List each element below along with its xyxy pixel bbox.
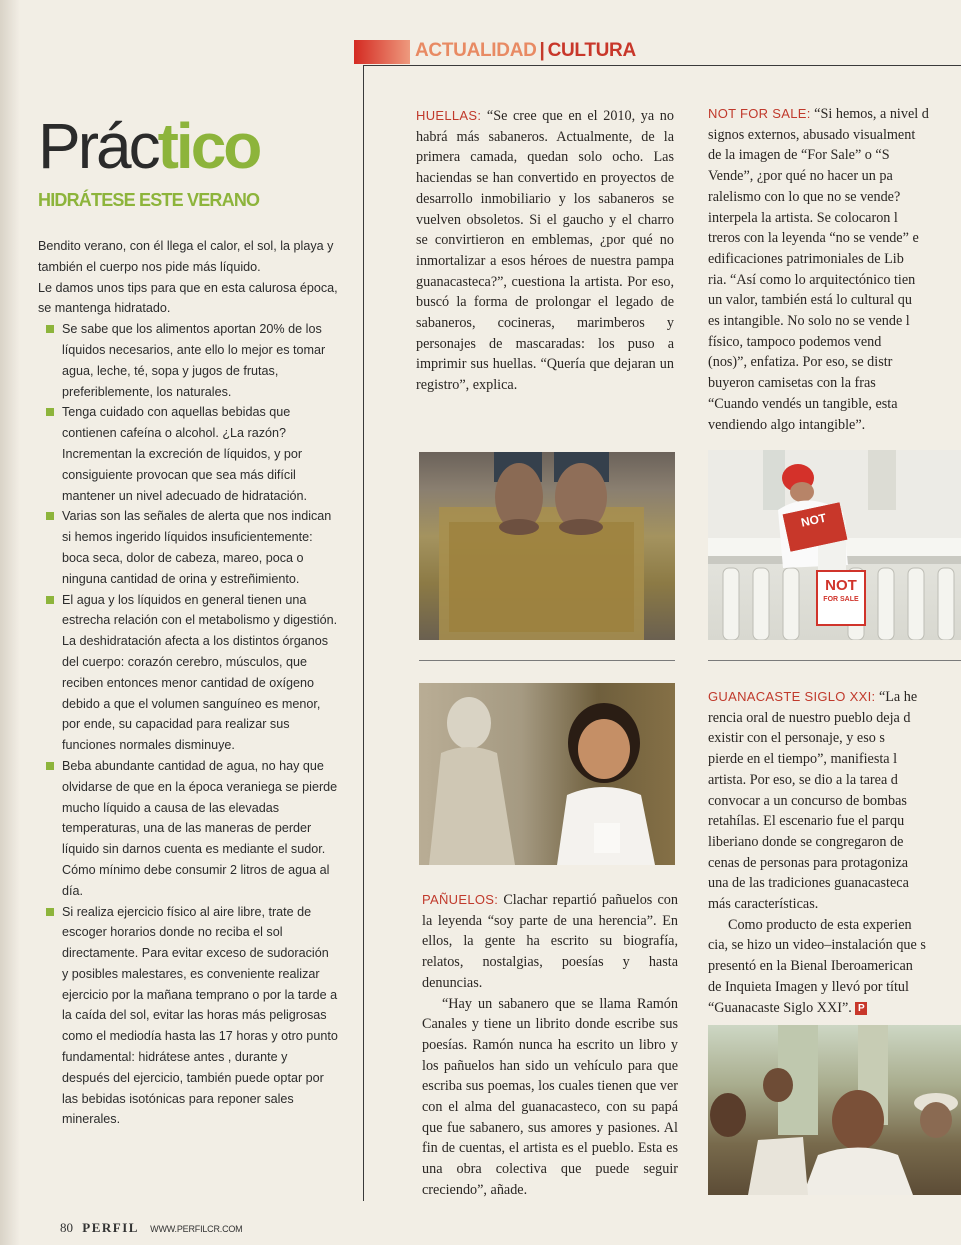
guanacaste-line: pierde en el tiempo”, manifiesta l	[708, 751, 898, 768]
bullet-square-icon	[46, 408, 54, 416]
page-number: 80	[60, 1220, 73, 1235]
section-label: ACTUALIDAD	[415, 40, 537, 61]
crowd-illustration	[708, 1025, 961, 1195]
practico-body	[38, 236, 338, 1130]
title-part-1: Prác	[38, 110, 158, 182]
header-rule	[363, 65, 961, 66]
tip-item	[38, 590, 338, 756]
not-for-sale-sign	[816, 570, 866, 626]
section-separator: |	[539, 40, 545, 61]
notforsale-line: Vende”, ¿por qué no hacer un pa	[708, 168, 893, 185]
guanacaste-line: Como producto de esta experien	[728, 916, 912, 933]
guanacaste-line: “La he	[875, 689, 918, 705]
end-mark-icon: P	[855, 1002, 867, 1015]
not-for-sale-photo	[708, 450, 961, 640]
notforsale-line: signos externos, abusado visualment	[708, 126, 916, 143]
bullet-square-icon	[46, 908, 54, 916]
notforsale-line: es intangible. No solo no se vende l	[708, 313, 910, 330]
feet-illustration	[419, 452, 675, 640]
panuelos-lead: PAÑUELOS:	[422, 892, 499, 907]
tip-text: Si realiza ejercicio físico al aire libre, trate de escoger horarios donde no reciba el sol directamente. Para evitar exceso de sudoración y posibles malestares, es conveniente realizar ejercicio por la mañana temprano o por la tarde a la caída del sol, evitar las horas más peligrosas como el mediodía hasta las 17 horas y otro punto fundamental: hidrátese antes , durante y después del ejercicio, también puede optar por las bebidas isotónicas para reponer sales minerales.	[62, 904, 338, 1127]
page-footer	[60, 1220, 242, 1236]
notforsale-line: ria. “Así como lo arquitectónico tien	[708, 271, 916, 288]
sign-line-1: NOT	[825, 577, 857, 594]
notforsale-lead: NOT FOR SALE:	[708, 106, 811, 121]
column-divider	[363, 66, 364, 1201]
tips-list	[38, 319, 338, 1130]
tip-item	[38, 402, 338, 506]
tip-item	[38, 319, 338, 402]
notforsale-line: interpela la artista. Se colocaron l	[708, 209, 898, 226]
notforsale-line: edificaciones patrimoniales de Lib	[708, 250, 904, 267]
guanacaste-line: cenas de personas para protagoniza	[708, 854, 909, 871]
bullet-square-icon	[46, 512, 54, 520]
notforsale-line: vendiendo algo intangible”.	[708, 416, 866, 433]
magazine-url: WWW.PERFILCR.COM	[150, 1224, 243, 1234]
page-gutter-shadow	[0, 0, 20, 1245]
tip-text: Tenga cuidado con aquellas bebidas que contienen cafeína o alcohol. ¿La razón? Incrementan la excreción de líquidos, y por consiguiente provocan que sea más difícil mantener un nivel adecuado de hidratación.	[62, 405, 308, 503]
practico-subtitle: HIDRÁTESE ESTE VERANO	[38, 190, 260, 210]
notforsale-line: ralelismo con lo que no se vende?	[708, 188, 901, 205]
intro-paragraph-1: Bendito verano, con él llega el calor, el sol, la playa y también el cuerpo nos pide más líquido.	[38, 239, 334, 274]
bullet-square-icon	[46, 762, 54, 770]
guanacaste-line: una de las tradiciones guanacasteca	[708, 875, 909, 892]
tip-text: El agua y los líquidos en general tienen una estrecha relación con el metabolismo y digestión. La deshidratación afecta a los distintos órganos del cuerpo: corazón cerebro, músculos, que reciben entonces menor cantidad de oxígeno debido a que el volumen sanguíneo es menor, por ende, su capacidad para realizar sus funciones normales disminuye.	[62, 592, 338, 753]
guanacaste-article	[708, 687, 961, 1018]
panuelos-article	[422, 890, 678, 1201]
feet-footprint-photo	[419, 452, 675, 640]
subsection-label: CULTURA	[547, 40, 636, 61]
notforsale-line: “Si hemos, a nivel d	[810, 106, 929, 122]
guanacaste-line: convocar a un concurso de bombas	[708, 792, 907, 809]
guanacaste-line: liberiano donde se congregaron de	[708, 833, 904, 850]
bullet-square-icon	[46, 325, 54, 333]
title-part-2: tico	[157, 110, 260, 182]
guanacaste-lead: GUANACASTE SIGLO XXI:	[708, 689, 876, 704]
section-color-bar	[354, 40, 410, 64]
magazine-name: PERFIL	[82, 1220, 139, 1235]
crowd-photo	[708, 1025, 961, 1195]
girl-statue-illustration	[419, 683, 675, 865]
tip-text: Varias son las señales de alerta que nos indican si hemos ingerido líquidos insuficientemente: boca seca, dolor de cabeza, mareo, poca o ninguna cantidad de orina y estreñimiento.	[62, 509, 332, 586]
panuelos-text-2: “Hay un sabanero que se llama Ramón Canales y tiene un librito donde escribe sus poesías. Ramón nunca ha escrito un libro y los pañuelos han sido un vehículo para que escriba sus poemas, los cuales tienen que ver con el alma del guanacasteco, con su papá que fue sabanero, sus amores y pasiones. Al fin de cuentas, el artista es el pueblo. Esta es una obra colectiva que puede seguir creciendo”, añade.	[422, 995, 678, 1198]
notforsale-line: físico, tampoco podemos vend	[708, 333, 882, 350]
tip-text: Se sabe que los alimentos aportan 20% de los líquidos necesarios, ante ello lo mejor es tomar agua, leche, té, sopa y jugos de frutas, preferiblemente, los naturales.	[62, 322, 326, 399]
guanacaste-line: retahílas. El escenario fue el parqu	[708, 813, 905, 830]
section-rule	[419, 660, 675, 661]
notforsale-line: buyeron camisetas con la fras	[708, 375, 876, 392]
guanacaste-line: rencia oral de nuestro pueblo deja d	[708, 709, 911, 726]
notforsale-line: “Cuando vendés un tangible, esta	[708, 395, 898, 412]
notforsale-article	[708, 104, 961, 435]
section-rule	[708, 660, 961, 661]
guanacaste-line: artista. Por eso, se dio a la tarea d	[708, 771, 898, 788]
bullet-square-icon	[46, 596, 54, 604]
guanacaste-line: existir con el personaje, y eso s	[708, 730, 885, 747]
huellas-article	[416, 106, 674, 396]
tip-item	[38, 506, 338, 589]
guanacaste-line: cia, se hizo un video–instalación que s	[708, 937, 926, 954]
section-header	[415, 40, 636, 62]
intro-paragraph-2: Le damos unos tips para que en esta calurosa época, se mantenga hidratado.	[38, 280, 338, 316]
tip-text: Beba abundante cantidad de agua, no hay que olvidarse de que en la época veraniega se pierde mucho líquido a causa de las elevadas temperaturas, una de las maneras de perder líquido sin darnos cuenta es mediante el sudor. Cómo mínimo debe consumir 2 litros de agua al día.	[62, 758, 338, 898]
tip-item	[38, 902, 338, 1131]
notforsale-line: un valor, también está lo cultural qu	[708, 292, 912, 309]
girl-and-statue-photo	[419, 683, 675, 865]
tip-item	[38, 756, 338, 902]
notforsale-line: de la imagen de “For Sale” o “S	[708, 147, 890, 164]
huellas-text: “Se cree que en el 2010, ya no habrá más sabaneros. Actualmente, de la primera camada, quedan solo ocho. Las haciendas se han convertido en proyectos de desarrollo inmobiliario y los sabaneros se vuelven obsoletos. Si el gaucho y el charro se convirtieron en emblemas, ¿por qué no inmortalizar a esos héroes de nuestra pampa guanacasteca?”, cuestiona la artista. Por eso, buscó la forma de prolongar el legado de sabaneros, cocineras, marimberos y personajes de mascaradas: los puso a imprimir sus huellas. “Quería que dejaran un registro”, explica.	[416, 108, 674, 394]
notforsale-line: (nos)”, enfatiza. Por eso, se distr	[708, 354, 893, 371]
guanacaste-line: más características.	[708, 896, 819, 913]
guanacaste-line: de Inquieta Imagen y llevó por títul	[708, 978, 909, 995]
guanacaste-line: “Guanacaste Siglo XXI”.	[708, 999, 852, 1016]
practico-title	[38, 108, 259, 184]
panuelos-text: Clachar repartió pañuelos con la leyenda “soy parte de una herencia”. En ellos, la gente ha escrito su biografía, relatos, nostalgias, poesías y hasta denuncias.	[422, 892, 678, 991]
shirt-sign-text: NOT	[799, 510, 828, 530]
guanacaste-line: presentó en la Bienal Iberoamerican	[708, 958, 913, 975]
sign-line-2: FOR SALE	[823, 596, 859, 603]
huellas-lead: HUELLAS:	[416, 108, 482, 123]
notforsale-line: treros con la leyenda “no se vende” e	[708, 230, 919, 247]
